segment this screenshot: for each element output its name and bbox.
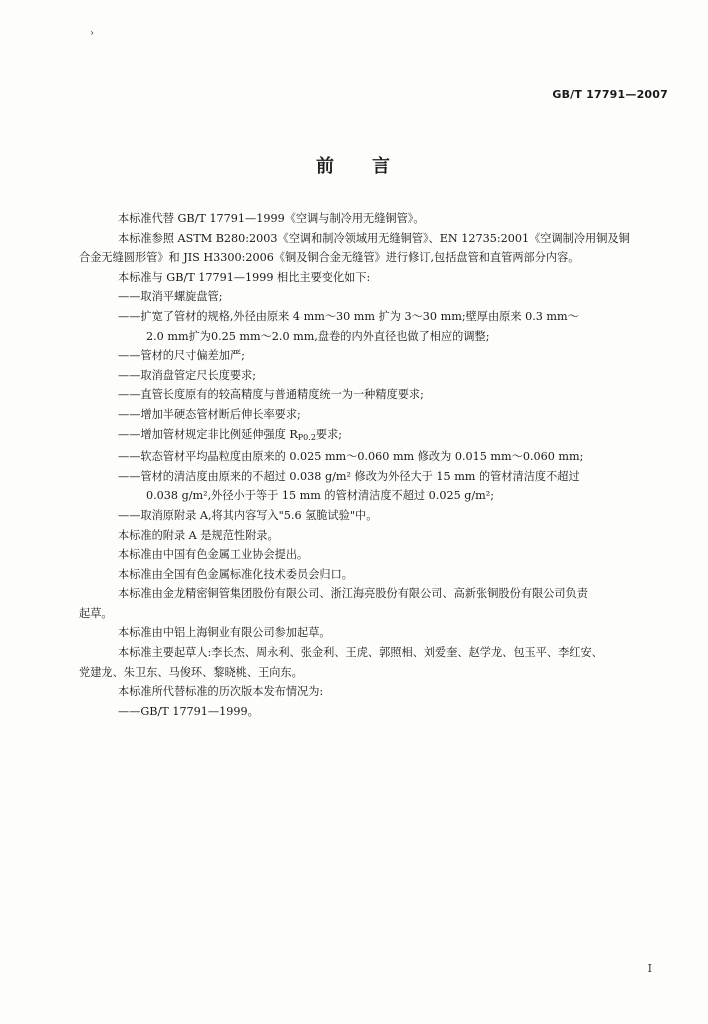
- list-item: ——取消原附录 A,将其内容写入"5.6 氢脆试验"中。: [118, 508, 378, 522]
- list-item: ——取消平螺旋盘管;: [118, 290, 223, 304]
- paragraph-drafters-line2: 党建龙、朱卫东、马俊环、黎晓桃、王向东。: [79, 665, 303, 679]
- paragraph-drafters-line1: 本标准主要起草人:李长杰、周永利、张金利、王虎、郭照相、刘爱奎、赵学龙、包玉平、李红安、: [118, 646, 603, 660]
- list-item: ——软态管材平均晶粒度由原来的 0.025 mm～0.060 mm 修改为 0.015 mm～0.060 mm;: [118, 450, 584, 464]
- rp-subscript: P0.2: [297, 432, 316, 442]
- paragraph-proposed-by: 本标准由中国有色金属工业协会提出。: [118, 548, 309, 562]
- list-item: ——管材的尺寸偏差加严;: [118, 349, 245, 363]
- list-item: ——GB/T 17791—1999。: [118, 704, 259, 718]
- list-item-continuation: 2.0 mm扩为0.25 mm～2.0 mm,盘卷的内外直径也做了相应的调整;: [146, 329, 490, 343]
- list-item: ——增加半硬态管材断后伸长率要求;: [118, 407, 301, 421]
- list-item: ——取消盘管定尺长度要求;: [118, 368, 257, 382]
- paragraph-drafted-by-line2: 起草。: [79, 606, 113, 620]
- list-item: ——直管长度原有的较高精度与普通精度统一为一种精度要求;: [118, 388, 424, 402]
- list-item-rp: [90, 425, 670, 448]
- page-number: I: [647, 962, 652, 975]
- list-item-rp-text: ——增加管材规定非比例延伸强度 R: [118, 427, 298, 441]
- paragraph-drafted-by-line1: 本标准由金龙精密铜管集团股份有限公司、浙江海亮股份有限公司、高新张铜股份有限公司负责: [118, 587, 588, 601]
- list-item-continuation: 0.038 g/m²,外径小于等于 15 mm 的管材清洁度不超过 0.025 g/m²;: [146, 489, 495, 503]
- paragraph-references-line1: 本标准参照 ASTM B280:2003《空调和制冷领域用无缝铜管》、EN 12735:2001《空调制冷用铜及铜: [118, 231, 630, 245]
- paragraph-under-jurisdiction: 本标准由全国有色金属标准化技术委员会归口。: [118, 567, 353, 581]
- paragraph-changes-intro: 本标准与 GB/T 17791—1999 相比主要变化如下:: [118, 270, 371, 284]
- standard-code-header: GB/T 17791—2007: [552, 88, 668, 101]
- paragraph-annex: 本标准的附录 A 是规范性附录。: [118, 528, 279, 542]
- paragraph-replaces: 本标准代替 GB/T 17791—1999《空调与制冷用无缝铜管》。: [118, 212, 425, 225]
- list-item: ——扩宽了管材的规格,外径由原来 4 mm～30 mm 扩为 3～30 mm;壁厚由原来 0.3 mm～: [118, 309, 579, 323]
- paragraph-history-intro: 本标准所代替标准的历次版本发布情况为:: [118, 685, 324, 699]
- page-title: 前言: [316, 156, 428, 177]
- paragraph-participating: 本标准由中铝上海铜业有限公司参加起草。: [118, 626, 331, 640]
- foreword-body: [79, 209, 670, 721]
- list-item: ——管材的清洁度由原来的不超过 0.038 g/m² 修改为外径大于 15 mm 的管材清洁度不超过: [118, 469, 580, 483]
- paragraph-references-line2: 合金无缝圆形管》和 JIS H3300:2006《铜及铜合金无缝管》进行修订,包括盘管和直管两部分内容。: [79, 251, 580, 265]
- scan-mark: ›: [90, 28, 94, 39]
- list-item-rp-suffix: 要求;: [315, 427, 343, 441]
